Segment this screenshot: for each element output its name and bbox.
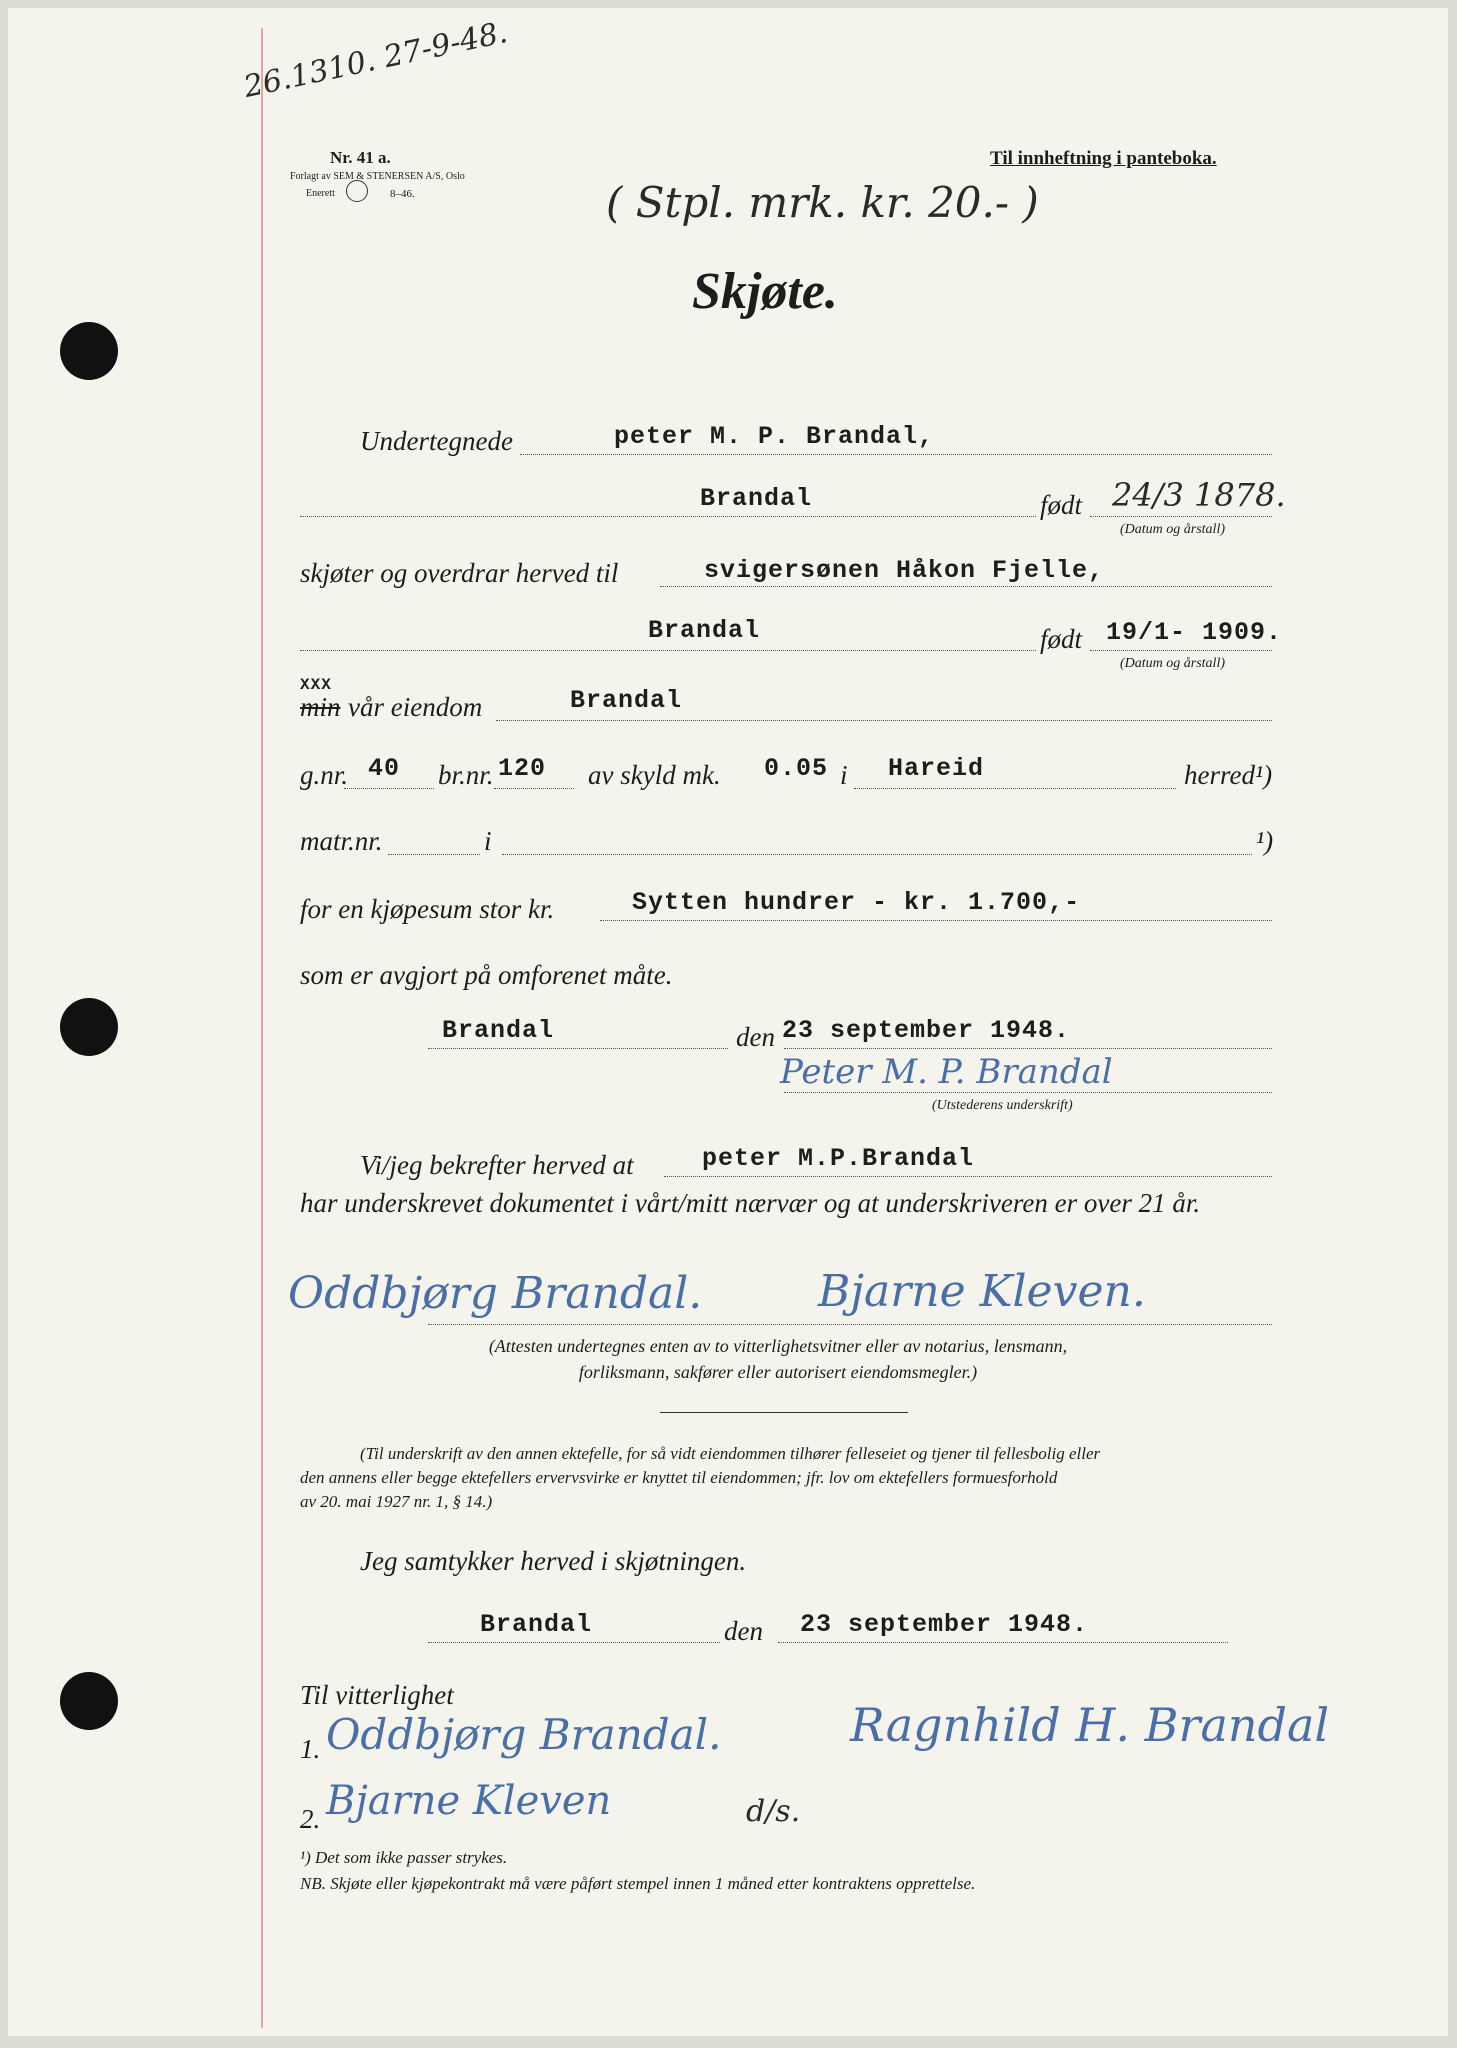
binding-note: Til innheftning i panteboka. [990, 148, 1217, 169]
attest-note-1: (Attesten undertegnes enten av to vitterlighetsvitner eller av notarius, lensmann, [488, 1336, 1068, 1356]
vitterlighet-label: Til vitterlighet [300, 1680, 454, 1710]
punch-hole [60, 998, 118, 1056]
fodt-label: født [1040, 490, 1083, 520]
property-prefix-x: XXX [300, 676, 332, 694]
confirm-name: peter M.P.Brandal [702, 1144, 975, 1173]
undertegnede-label: Undertegnede [360, 426, 513, 456]
dotted-line [496, 720, 1272, 721]
witness-mark: d/s. [746, 1794, 801, 1829]
witness-signature-2: Bjarne Kleven. [818, 1266, 1146, 1317]
property-prefix-struck: min [300, 692, 341, 722]
footnote-1: ¹) Det som ikke passer strykes. [300, 1848, 508, 1867]
punch-hole [60, 1672, 118, 1730]
dotted-line [784, 1092, 1272, 1093]
dotted-line [778, 1642, 1228, 1643]
footnote-2: NB. Skjøte eller kjøpekontrakt må være påført stempel innen 1 måned etter kontraktens opprettelse. [300, 1874, 976, 1893]
spouse-signature: Ragnhild H. Brandal [850, 1698, 1330, 1752]
place-1: Brandal [442, 1016, 555, 1045]
vitterlighet-signature-1: Oddbjørg Brandal. [326, 1710, 722, 1759]
dotted-line [388, 854, 480, 855]
brnr-label: br.nr. [438, 760, 494, 790]
confirm-text: har underskrevet dokumentet i vårt/mitt nærvær og at underskriveren er over 21 år. [300, 1188, 1201, 1218]
buyer-address: Brandal [648, 616, 761, 645]
skyld-label: av skyld mk. [588, 760, 721, 790]
herred-value: Hareid [888, 754, 985, 783]
stamp-note: ( Stpl. mrk. kr. 20.- ) [606, 178, 1039, 227]
property-label: vår eiendom [348, 692, 483, 722]
form-number: Nr. 41 a. [330, 148, 391, 167]
document-page [8, 8, 1448, 2036]
seller-address: Brandal [700, 484, 813, 513]
dotted-line [494, 788, 574, 789]
dotted-line [600, 920, 1272, 921]
datum-caption: (Datum og årstall) [1120, 522, 1225, 537]
spouse-note-1: (Til underskrift av den annen ektefelle, for så vidt eiendommen tilhører felleseiet og tjener til fellesbolig eller [360, 1444, 1101, 1463]
spouse-note-2: den annens eller begge ektefellers ervervsvirke er knyttet til eiendommen; jfr. lov om ektefellers formuesforhold [300, 1468, 1058, 1487]
place-2: Brandal [480, 1610, 593, 1639]
fodt-label: født [1040, 624, 1083, 654]
herred-label: herred¹) [1184, 760, 1273, 790]
divider [660, 1412, 908, 1413]
gnr-value: 40 [368, 754, 401, 783]
dotted-line [428, 1642, 720, 1643]
dotted-line [300, 516, 1036, 517]
edition-line: 8–46. [390, 188, 415, 200]
matr-i: i [484, 826, 492, 856]
consent-text: Jeg samtykker herved i skjøtningen. [360, 1546, 747, 1576]
attest-note-2: forliksmann, sakfører eller autorisert eiendomsmegler.) [578, 1362, 978, 1382]
matr-label: matr.nr. [300, 826, 383, 856]
dotted-line [520, 454, 1272, 455]
buyer-born: 19/1- 1909. [1106, 618, 1283, 647]
price-label: for en kjøpesum stor kr. [300, 894, 555, 924]
spouse-note-3: av 20. mai 1927 nr. 1, § 14.) [300, 1492, 493, 1511]
dotted-line [502, 854, 1252, 855]
publisher-seal-icon [346, 180, 368, 202]
dotted-line [428, 1324, 1272, 1325]
margin-note: 26.1310. 27-9-48. [240, 14, 511, 105]
issuer-caption: (Utstederens underskrift) [932, 1098, 1073, 1113]
datum-caption: (Datum og årstall) [1120, 656, 1225, 671]
dotted-line [784, 1048, 1272, 1049]
dotted-line [660, 586, 1272, 587]
dotted-line [300, 650, 1036, 651]
seller-born: 24/3 1878. [1112, 476, 1286, 514]
gnr-label: g.nr. [300, 760, 349, 790]
dotted-line [428, 1048, 728, 1049]
den-label: den [724, 1616, 763, 1646]
i-label: i [840, 760, 848, 790]
skyld-value: 0.05 [764, 754, 829, 783]
buyer-name: svigersønen Håkon Fjelle, [704, 556, 1105, 585]
dotted-line [664, 1176, 1272, 1177]
date-1: 23 september 1948. [782, 1016, 1071, 1045]
document-title: Skjøte. [692, 263, 838, 320]
brnr-value: 120 [498, 754, 547, 783]
seller-name: peter M. P. Brandal, [614, 422, 935, 451]
punch-hole [60, 322, 118, 380]
matr-end: ¹) [1256, 826, 1274, 856]
confirm-label: Vi/jeg bekrefter herved at [360, 1150, 634, 1180]
dotted-line [344, 788, 434, 789]
margin-line [261, 28, 263, 2028]
dotted-line [1090, 650, 1272, 651]
copyright-line: Enerett [306, 188, 335, 199]
issuer-signature: Peter M. P. Brandal [780, 1052, 1113, 1092]
publisher-line: Forlagt av SEM & STENERSEN A/S, Oslo [290, 171, 465, 182]
property-name: Brandal [570, 686, 683, 715]
witness-number-1: 1. [300, 1734, 321, 1764]
vitterlighet-signature-2: Bjarne Kleven [326, 1778, 612, 1824]
witness-signature-1: Oddbjørg Brandal. [288, 1268, 703, 1319]
transfer-label: skjøter og overdrar herved til [300, 558, 619, 588]
date-2: 23 september 1948. [800, 1610, 1089, 1639]
price-value: Sytten hundrer - kr. 1.700,- [632, 888, 1081, 917]
settled-text: som er avgjort på omforenet måte. [300, 960, 673, 990]
witness-number-2: 2. [300, 1804, 321, 1834]
dotted-line [854, 788, 1176, 789]
dotted-line [1090, 516, 1272, 517]
den-label: den [736, 1022, 775, 1052]
